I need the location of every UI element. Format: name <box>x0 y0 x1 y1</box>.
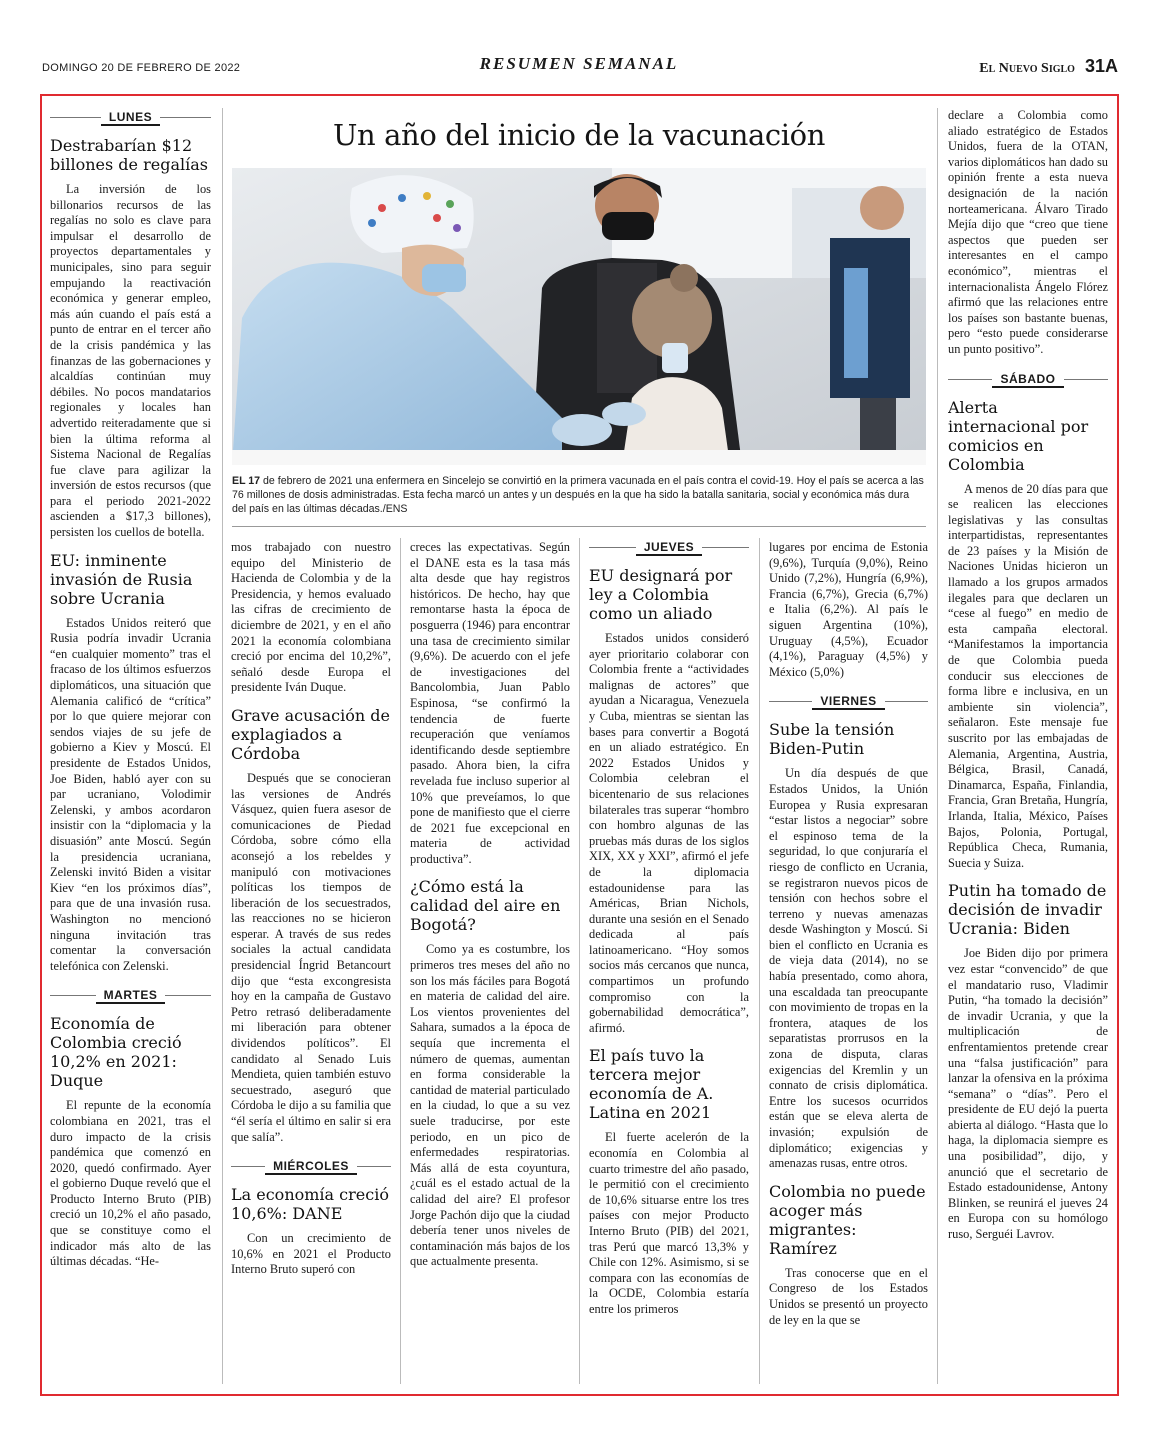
masthead-right <box>979 56 1118 77</box>
article-body: mos trabajado con nuestro equipo del Ministerio de Hacienda de Colombia y de la Presidencia, y hemos evaluado las cifras de crecimiento de diciembre de 2021, y en el año 2021 la economía colombiana creció por encima del 10,2%”, señaló desde Europa el presidente Iván Duque. <box>231 540 391 695</box>
day-label: SÁBADO <box>948 368 1108 390</box>
day-label: LUNES <box>50 106 211 128</box>
caption-text: de febrero de 2021 una enfermera en Sincelejo se convirtió en la primera vacunada en el país contra el covid-19. Hoy el país se acerca a las 76 millones de dosis administradas. Esta fecha marcó un antes y un después en la que ha sido la batalla sanitaria, social y económica más dura del país en las últimas décadas./ENS <box>232 475 924 515</box>
day-label: MIÉRCOLES <box>231 1155 391 1177</box>
headline: La economía creció 10,6%: DANE <box>231 1185 389 1224</box>
article-body: Después que se conocieran las versiones de Andrés Vásquez, quien fuera asesor de comunicaciones de Piedad Córdoba, sobre cómo ella aconsejó a los rebeldes y manipuló con motivaciones políticas los tiempos de liberación de los secuestrados, las reacciones no se hicieron esperar. A través de sus redes sociales la actual candidata presidencial Íngrid Betancourt dijo que “esta excongresista hoy en la campaña de Gustavo Petro retrasó deliberadamente mi liberación para obtener dividendos políticos”. El candidato al Senado Luis Mendieta, quien también estuvo secuestrado, aseguró que Córdoba le dijo a su familia que “él sería el último en salir si era que salía”. <box>231 770 391 1144</box>
day-label: JUEVES <box>589 536 749 558</box>
column-rule <box>400 538 401 1384</box>
article-body: Tras conocerse que en el Congreso de los Estados Unidos se presentó un proyecto de ley en la que se <box>769 1265 928 1327</box>
article-body: Joe Biden dijo por primera vez estar “convencido” de que el mandatario ruso, Vladimir Putin, “ha tomado la decisión” de invadir Ucrania, y que la multiplicación de enfrentamientos pretende crear una “falsa justificación” para lanzar la ofensiva en la próxima “semana” o “días”. Pero el presidente de EU dejó la puerta abierta al diálogo. “Hasta que lo haga, la diplomacia siempre es una posibilidad”, dijo, y anunció que el secretario de Estado estadounidense, Antony Blinken, se reunirá el jueves 24 en Europa con su homólogo ruso, Serguéi Lavrov. <box>948 946 1108 1242</box>
headline: EU designará por ley a Colombia como un aliado <box>589 566 733 623</box>
article-body: La inversión de los billonarios recursos de las regalías no solo es clave para impulsar el desarrollo de proyectos departamentales y municipales, sino para seguir empujando la reactivación económica y generar empleo, más aún cuando el país está a punto de entrar en el tercer año de la crisis pandémica y las finanzas de las gobernaciones y alcaldías continúan muy débiles. No pocos mandatarios regionales y locales han advertido reiteradamente que si bien la última reforma al Sistema Nacional de Regalías fue clave para agilizar la inversión de estos recursos (que para el periodo 2021-2022 ascienden a $17,3 billones), persisten los cuellos de botella. <box>50 182 211 540</box>
photo-headline: Un año del inicio de la vacunación <box>333 118 825 152</box>
headline: Colombia no puede acoger más migrantes: Ramírez <box>769 1181 926 1258</box>
paper-name: El Nuevo Siglo <box>979 61 1075 76</box>
column-1 <box>50 106 211 1386</box>
headline: EU: inminente invasión de Rusia sobre Ucrania <box>50 550 193 608</box>
article-body: creces las expectativas. Según el DANE esta es la tasa más alta desde que hay registros históricos. De hecho, hay que remontarse hasta la época de posguerra (1946) para encontrar una tasa de crecimiento similar (9,6%). De acuerdo con el jefe de investigaciones del Bancolombia, Juan Pablo Espinosa, “se confirmó la tendencia de fuerte recuperación que veníamos identificando desde septiembre pasado. Ahora bien, la cifra revelada fue incluso superior al 10% que preveíamos, lo que pone de manifiesto que el cierre de 2021 fue excepcional en materia de actividad productiva”. <box>410 540 570 866</box>
headline: Economía de Colombia creció 10,2% en 2021: Duque <box>50 1014 182 1091</box>
column-rule <box>937 108 938 1384</box>
article-body: Un día después de que Estados Unidos, la Unión Europea y Rusia expresaran “estar listos a negociar” sobre el espinoso tema de la seguridad, lo que conjuraría el riesgo de conflicto en Ucrania, se registraron nuevos picos de tensión con hechos sobre el terreno y nuevas amenazas desde Washington y Moscú. Si bien el conflicto en Ucrania es de vieja data (2014), no se había presentado, como ahora, una escaldada tan preocupante con movimiento de tropas en la frontera, ataques de los separatistas prorrusos en la zona de disputa, claras exigencias del Kremlin y un connato de crisis diplomática. Entre los sucesos ocurridos están que se eleva alerta de invasión; expulsión de diplomático; exigencias y amenazas rusas, entre otros. <box>769 766 928 1171</box>
article-body: declare a Colombia como aliado estratégico de Estados Unidos, fuera de la OTAN, varios diplomáticos han dado su opinión frente a esta nueva designación de la nación norteamericana. Álvaro Tirado Mejía dijo que “creo que tiene aspectos que pueden ser interesantes en el campo económico”, mientras el internacionalista Ángelo Flórez afirmó que las relaciones entre los países son bastante buenas, pero “esto puede considerarse un punto positivo”. <box>948 108 1108 356</box>
caption-rule <box>232 526 926 527</box>
column-3 <box>410 540 570 1386</box>
issue-date: DOMINGO 20 DE FEBRERO DE 2022 <box>42 62 241 74</box>
day-label: MARTES <box>50 984 211 1006</box>
article-body: Estados unidos consideró ayer prioritario colaborar con Colombia frente a “actividades malignas de actores” que ayudan a Nicaragua, Venezuela y Cuba, mientras se sientan las bases para convertir a Bogotá en un aliado estratégico. En 2022 Estados Unidos y Colombia celebran el bicentenario de sus relaciones bilaterales tras superar “hombro con hombro algunas de las pruebas más duras de los siglos XIX, XX y XXI”, afirmó el jefe de la diplomacia estadounidense para las Américas, Brian Nichols, durante una sesión en el Senado dedicada al país latinoamericano. “Hoy somos socios más cercanos que nunca, compartimos un profundo compromiso con la gobernabilidad democrática”, afirmó. <box>589 631 749 1035</box>
column-rule <box>222 108 223 1384</box>
column-rule <box>579 538 580 1384</box>
masthead <box>40 52 1118 82</box>
article-body: El repunte de la economía colombiana en 2021, tras el duro impacto de la crisis pandémica que comenzó en 2020, quedó confirmado. Ayer el gobierno Duque reveló que el Producto Interno Bruto (PIB) creció un 10,2% el año pasado, que se constituye como el indicador más alto de las últimas décadas. “He- <box>50 1098 211 1269</box>
article-body: Estados Unidos reiteró que Rusia podría invadir Ucrania “en cualquier momento” tras el fracaso de los últimos esfuerzos diplomáticos, una situación que Alemania calificó de “crítica” por lo que quiere mejorar con sendos viajes de su jefe de gobierno a Kiev y Moscú. El presidente de Estados Unidos, Joe Biden, habló ayer con su par ucraniano, Volodimir Zelenski, y ambos acordaron insistir con la “diplomacia y la disuasión” ante Moscú. Según la presidencia ucraniana, Zelenski invitó Biden a visitar Kiev “en los próximos días”, para que de una invasión rusa. Washington no mencionó ninguna invitación tras comentar la conversación telefónica con Zelenski. <box>50 615 211 973</box>
page-number: 31A <box>1084 56 1118 76</box>
article-body: Como ya es costumbre, los primeros tres meses del año no son los más fáciles para Bogotá en materia de calidad del aire. Los vientos provenientes del Sahara, sumados a la época de sequía que incrementa el número de quemas, aumentan en forma considerable la cantidad de material particulado en la ciudad, lo que a su vez suele traducirse, por este periodo, en un pico de enfermedades respiratorias. Más allá de esta coyuntura, ¿cuál es el estado actual de la calidad del aire? El profesor Jorge Pachón dijo que la ciudad debería tener unos niveles de contaminación más bajos de los que actualmente presenta. <box>410 942 570 1269</box>
headline: Putin ha tomado de decisión de invadir Ucrania: Biden <box>948 881 1107 939</box>
day-label: VIERNES <box>769 690 928 712</box>
photo-caption <box>232 474 926 516</box>
column-rule <box>759 538 760 1384</box>
article-body: A menos de 20 días para que se realicen las elecciones legislativas y las consultas interpartidistas, representantes de 23 países y la Misión de Naciones Unidas hicieron un llamado a los grupos armados ilegales para que declaren un “cese al fuego” en medio de esta campaña electoral. “Manifestamos la importancia de que Colombia pueda conducir sus elecciones de forma libre e inclusiva, en un ambiente sin violencia”, señalaron. Este mensaje fue suscrito por las embajadas de Alemania, Argentina, Austria, Bélgica, Brasil, Canadá, Dinamarca, España, Finlandia, Francia, Gran Bretaña, Hungría, Irlanda, Italia, México, Países Bajos, Polonia, Portugal, República Checa, Rumania, Suecia y Suiza. <box>948 481 1108 870</box>
headline: El país tuvo la tercera mejor economía de A. Latina en 2021 <box>589 1046 714 1123</box>
headline: Sube la tensión Biden-Putin <box>769 720 895 759</box>
article-body: El fuerte acelerón de la economía en Colombia al cuarto trimestre del año pasado, le permitió con el crecimiento de 10,6% situarse entre los tres países con mejor Producto Interno Bruto (PIB) del 2021, tras Perú que marcó 13,3% y Chile con 12%. Asimismo, si se compara con las economías de la OCDE, Colombia estaría entre los primeros <box>589 1130 749 1316</box>
section-title: RESUMEN SEMANAL <box>479 54 679 73</box>
article-body: lugares por encima de Estonia (9,6%), Turquía (9,0%), Reino Unido (7,2%), Hungría (6,9%), Francia (6,7%), Grecia (6,7%) e Italia (6,2%). Al país le siguen Argentina (10%), Uruguay (4,5%), Ecuador (4,1%), Paraguay (4,5%) y México (5,0%) <box>769 540 928 679</box>
column-5 <box>769 540 928 1386</box>
headline: Destrabarían $12 billones de regalías <box>50 136 208 174</box>
headline: Grave acusación de explagiados a Córdoba <box>231 705 390 763</box>
column-2 <box>231 540 391 1386</box>
caption-lead: EL 17 <box>232 475 261 487</box>
headline: Alerta internacional por comicios en Colombia <box>948 397 1089 474</box>
article-body: Con un crecimiento de 10,6% en 2021 el Producto Interno Bruto superó con <box>231 1231 391 1277</box>
vaccination-photo <box>232 168 926 465</box>
headline: ¿Cómo está la calidad del aire en Bogotá? <box>410 877 561 935</box>
column-4 <box>589 536 749 1386</box>
column-6 <box>948 108 1108 1386</box>
